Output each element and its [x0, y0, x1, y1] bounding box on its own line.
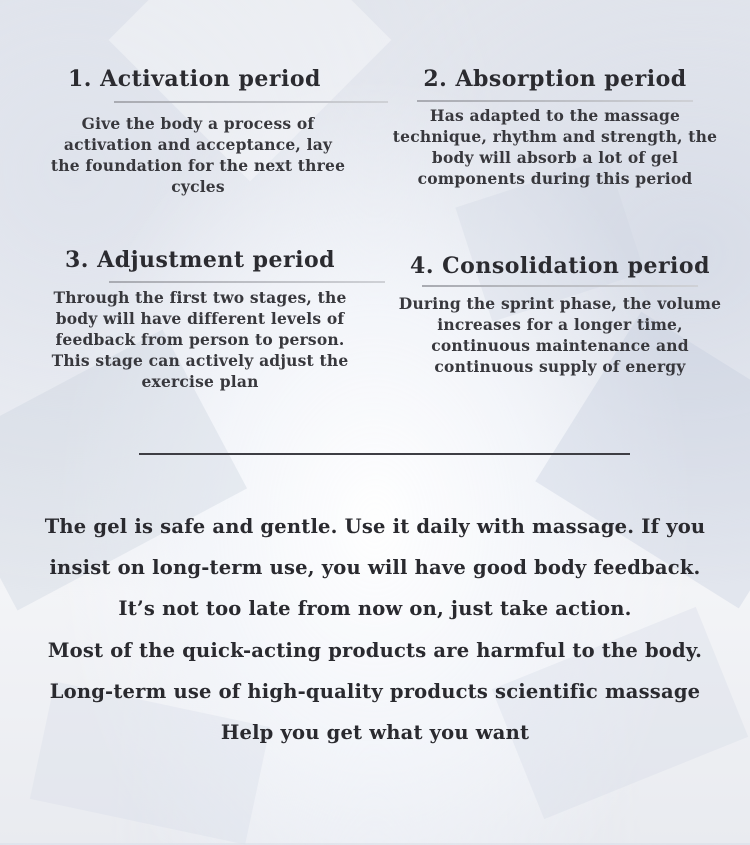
activation-period-section: [48, 66, 348, 197]
consolidation-period-section: [390, 253, 730, 377]
summary-line: Most of the quick-acting products are harmful to the body.: [47, 638, 703, 662]
summary-line: It’s not too late from now on, just take action.: [118, 597, 632, 621]
title-underline: [109, 281, 385, 283]
summary-line: Long-term use of high-quality products scientific massage: [49, 679, 701, 703]
section-body: During the sprint phase, the volume increases for a longer time, continuous maintenance and continuous supply of energy: [398, 294, 722, 376]
divider-line: [139, 453, 630, 455]
summary-line: Help you get what you want: [220, 721, 530, 745]
section-title: 1. Activation period: [68, 66, 321, 92]
absorption-period-section: [390, 66, 720, 189]
section-body: Give the body a process of activation and acceptance, lay the foundation for the next three cycles: [50, 114, 346, 196]
section-title: 2. Absorption period: [423, 66, 687, 92]
title-underline: [114, 101, 388, 103]
title-underline: [417, 100, 693, 102]
section-title: 4. Consolidation period: [410, 253, 710, 279]
summary-text: [0, 506, 750, 753]
summary-line: The gel is safe and gentle. Use it daily with massage. If you: [44, 515, 706, 538]
title-underline: [422, 285, 698, 287]
section-body: Through the first two stages, the body will have different levels of feedback from person to person. This stage can actively adjust the exercise plan: [51, 288, 349, 391]
summary-line: insist on long-term use, you will have good body feedback.: [49, 556, 701, 580]
section-title: 3. Adjustment period: [65, 247, 336, 273]
section-body: Has adapted to the massage technique, rhythm and strength, the body will absorb a lot of gel components during this period: [392, 106, 718, 188]
adjustment-period-section: [45, 247, 355, 392]
